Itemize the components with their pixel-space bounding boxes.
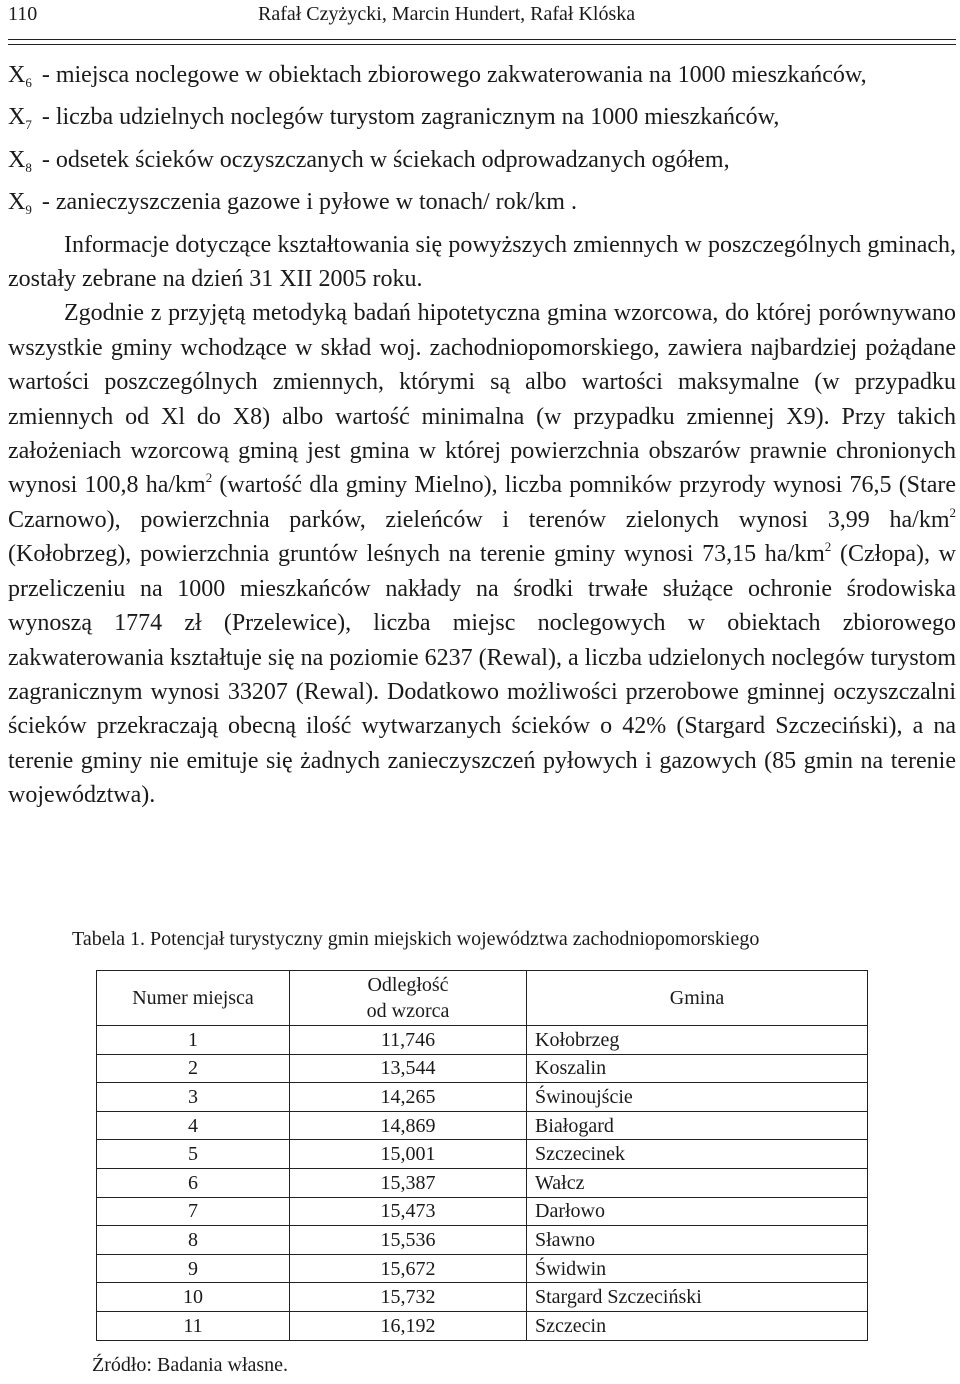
header-rank: Numer miejsca (97, 971, 290, 1026)
page-header (8, 0, 956, 32)
definition-x6 (8, 58, 956, 100)
variable-label: $X_9$ (8, 189, 32, 218)
cell-distance: 11,746 (290, 1026, 527, 1055)
table-row (97, 1254, 868, 1283)
variable-label: $X_6$ (8, 62, 32, 90)
cell-municipality: Darłowo (527, 1197, 868, 1226)
table-row (97, 1140, 868, 1169)
cell-rank: 4 (97, 1111, 290, 1140)
body-text (8, 58, 956, 813)
variable-description: - miejsca noclegowe w obiektach zbiorowego zakwaterowania na 1000 mieszkańców, (41, 62, 867, 88)
header-distance: Odległość od wzorca (290, 971, 527, 1026)
cell-rank: 2 (97, 1054, 290, 1083)
variable-description: - liczba udzielnych noclegów turystom zagranicznym na 1000 mieszkańców, (41, 104, 780, 131)
cell-municipality: Kołobrzeg (527, 1026, 868, 1055)
table-row (97, 1168, 868, 1197)
table-row (97, 1226, 868, 1255)
cell-distance: 15,672 (290, 1254, 527, 1283)
table-row (97, 1111, 868, 1140)
cell-distance: 16,192 (290, 1311, 527, 1340)
cell-rank: 5 (97, 1140, 290, 1169)
cell-rank: 11 (97, 1311, 290, 1340)
table-row (97, 1197, 868, 1226)
cell-municipality: Stargard Szczeciński (527, 1283, 868, 1312)
cell-rank: 10 (97, 1283, 290, 1312)
superscript: 2 (824, 539, 832, 555)
variable-label: $X_8$ (8, 146, 32, 175)
cell-rank: 8 (97, 1226, 290, 1255)
cell-municipality: Wałcz (527, 1168, 868, 1197)
table-row (97, 1083, 868, 1112)
table-header-row (97, 971, 868, 1026)
header-municipality: Gmina (527, 971, 868, 1026)
cell-municipality: Świdwin (527, 1254, 868, 1283)
table-row (97, 1311, 868, 1340)
cell-rank: 7 (97, 1197, 290, 1226)
table-row (97, 1283, 868, 1312)
cell-municipality: Szczecin (527, 1311, 868, 1340)
cell-distance: 15,732 (290, 1283, 527, 1312)
definition-x8 (8, 143, 956, 185)
paragraph-data-date: Informacje dotyczące kształtowania się powyższych zmiennych w poszczególnych gminach, zostały zebrane na dzień 31 XII 2005 roku. (8, 231, 956, 293)
cell-rank: 9 (97, 1254, 290, 1283)
table-source-note: Źródło: Badania własne. (92, 1354, 289, 1376)
cell-distance: 13,544 (290, 1054, 527, 1083)
cell-distance: 15,536 (290, 1226, 527, 1255)
table-row (97, 1054, 868, 1083)
table-caption: Tabela 1. Potencjał turystyczny gmin miejskich województwa zachodniopomorskiego (72, 928, 760, 950)
cell-municipality: Świnoujście (527, 1083, 868, 1112)
variable-description: - zanieczyszczenia gazowe i pyłowe w tonach/ rok/km . (41, 189, 577, 216)
header-rule-top (8, 39, 956, 40)
cell-municipality: Białogard (527, 1111, 868, 1140)
table-row (97, 1026, 868, 1055)
variable-description: - odsetek ścieków oczyszczanych w ściekach odprowadzanych ogółem, (41, 146, 730, 173)
cell-municipality: Szczecinek (527, 1140, 868, 1169)
header-rule-bottom (8, 44, 956, 45)
definition-x9 (8, 185, 956, 227)
variable-label: $X_7$ (8, 104, 32, 133)
cell-distance: 15,001 (290, 1140, 527, 1169)
superscript: 2 (949, 504, 956, 520)
ranking-table (96, 970, 868, 1341)
cell-rank: 1 (97, 1026, 290, 1055)
definition-x7 (8, 100, 956, 142)
running-head-authors: Rafał Czyżycki, Marcin Hundert, Rafał Klóska (258, 3, 636, 25)
cell-municipality: Sławno (527, 1226, 868, 1255)
cell-distance: 15,387 (290, 1168, 527, 1197)
cell-distance: 14,869 (290, 1111, 527, 1140)
superscript: 2 (205, 470, 213, 486)
cell-rank: 6 (97, 1168, 290, 1197)
paragraph-model-municipality: Zgodnie z przyjętą metodyką badań hipotetyczna gmina wzorcowa, do której porównywano wszystkie gminy wchodzące w skład woj. zachodniopomorskiego, zawiera najbardziej pożądane wartości poszczególnych zmiennych, którymi są albo wartości maksymalne (w przypadku zmiennych od Xl do X8) albo wartość minimalna (w przypadku zmiennej X9). Przy takich założeniach wzorcową gminą jest gmina w której powierzchnia obszarów prawnie chronionych wynosi 100,8 $ha/km^2$ (wartość dla gminy Mielno), liczba pomników przyrody wynosi 76,5 (Stare Czarnowo), powierzchnia parków, zieleńców i terenów zielonych wynosi 3,99 $ha/km^2$ (Kołobrzeg), powierzchnia gruntów leśnych na terenie gminy wynosi 73,15 $ha/km^2$ (Człopa), w przeliczeniu na 1000 mieszkańców nakłady na środki trwałe służące ochronie środowiska wynoszą 1774 zł (Przelewice), liczba miejsc noclegowych w obiektach zbiorowego zakwaterowania kształtuje się na poziomie 6237 (Rewal), a liczba udzielonych noclegów turystom zagranicznym wynosi 33207 (Rewal). Dodatkowo możliwości przerobowe gminnej oczyszczalni ścieków przekraczają obecną ilość wytwarzanych ścieków o 42% (Stargard Szczeciński), a na terenie gminy nie emituje się żadnych zanieczyszczeń pyłowych i gazowych (85 gmin na terenie województwa). (8, 300, 956, 809)
cell-municipality: Koszalin (527, 1054, 868, 1083)
cell-rank: 3 (97, 1083, 290, 1112)
page-number: 110 (8, 3, 38, 25)
cell-distance: 14,265 (290, 1083, 527, 1112)
cell-distance: 15,473 (290, 1197, 527, 1226)
